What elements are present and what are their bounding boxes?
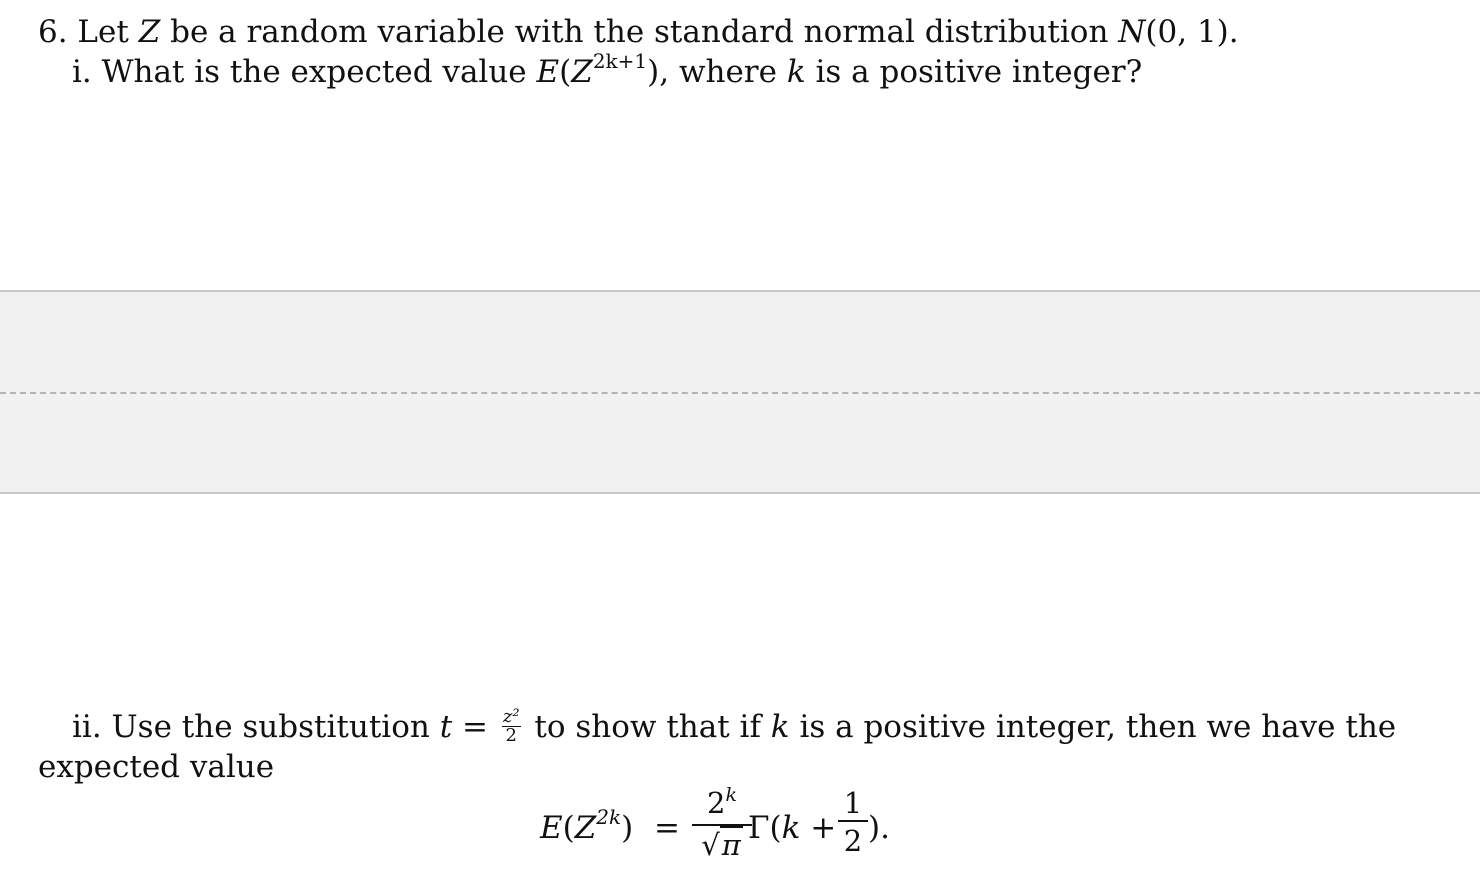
variable-t: t xyxy=(439,709,453,745)
answer-divider xyxy=(0,392,1480,394)
numerator-base: 2 xyxy=(707,786,726,820)
substitution-fraction xyxy=(502,708,521,745)
part-ii-question xyxy=(72,707,1396,747)
gamma-function xyxy=(748,810,836,846)
paren-close: ), xyxy=(647,54,670,90)
plus-sign: + xyxy=(810,810,837,846)
square-root xyxy=(701,826,743,864)
variable-z: Z xyxy=(571,54,593,90)
paren-open: ( xyxy=(769,810,782,846)
paren-open: ( xyxy=(562,810,575,846)
fraction-denominator: 2 xyxy=(505,725,517,746)
variable-k: k xyxy=(770,709,790,745)
numerator-exponent: k xyxy=(725,784,737,806)
exponent-2k: 2k xyxy=(596,805,622,829)
radical-sign: √ xyxy=(701,828,720,862)
paren-close: ) xyxy=(621,810,634,846)
half-denominator: 2 xyxy=(843,824,863,858)
equals-sign: = xyxy=(462,709,488,745)
answer-input-area[interactable] xyxy=(0,290,1480,494)
problem-statement xyxy=(38,12,1239,52)
variable-k: k xyxy=(786,54,806,90)
expected-value-text: expected value xyxy=(38,749,275,785)
variable-z: Z xyxy=(138,14,161,50)
pi-symbol: π xyxy=(721,828,741,862)
exponent-2k-plus-1: 2k+1 xyxy=(592,49,648,73)
part-ii-continuation xyxy=(38,747,274,787)
variable-k: k xyxy=(781,810,801,846)
fraction-denominator xyxy=(692,826,752,864)
part-ii-mid1: to show that if xyxy=(534,709,761,745)
expectation-e: E xyxy=(536,54,560,90)
intro-text: be a random variable with the standard normal distribution xyxy=(170,14,1109,50)
part-i-suffix: is a positive integer? xyxy=(815,54,1143,90)
distribution-n: N xyxy=(1118,14,1146,50)
where-text: where xyxy=(678,54,777,90)
variable-z: Z xyxy=(574,810,597,846)
fraction-numerator: z² xyxy=(502,706,520,727)
part-i-question xyxy=(72,49,1143,95)
fraction-numerator xyxy=(692,786,752,826)
part-i-prefix: i. What is the expected value xyxy=(72,54,527,90)
expectation-e: E xyxy=(540,810,563,846)
equation-equals: = xyxy=(654,810,680,846)
part-ii-mid2: is a positive integer, then we have the xyxy=(799,709,1397,745)
gamma-symbol: Γ xyxy=(748,810,770,846)
part-ii-prefix: ii. Use the substitution xyxy=(72,709,430,745)
distribution-params: (0, 1). xyxy=(1145,14,1239,50)
problem-number-intro: 6. Let xyxy=(38,14,129,50)
half-fraction xyxy=(838,786,868,860)
equation-fraction xyxy=(692,786,752,864)
half-numerator: 1 xyxy=(838,786,868,822)
equation-tail: ). xyxy=(868,810,890,846)
equation-lhs xyxy=(540,805,634,846)
paren-open: ( xyxy=(559,54,572,90)
